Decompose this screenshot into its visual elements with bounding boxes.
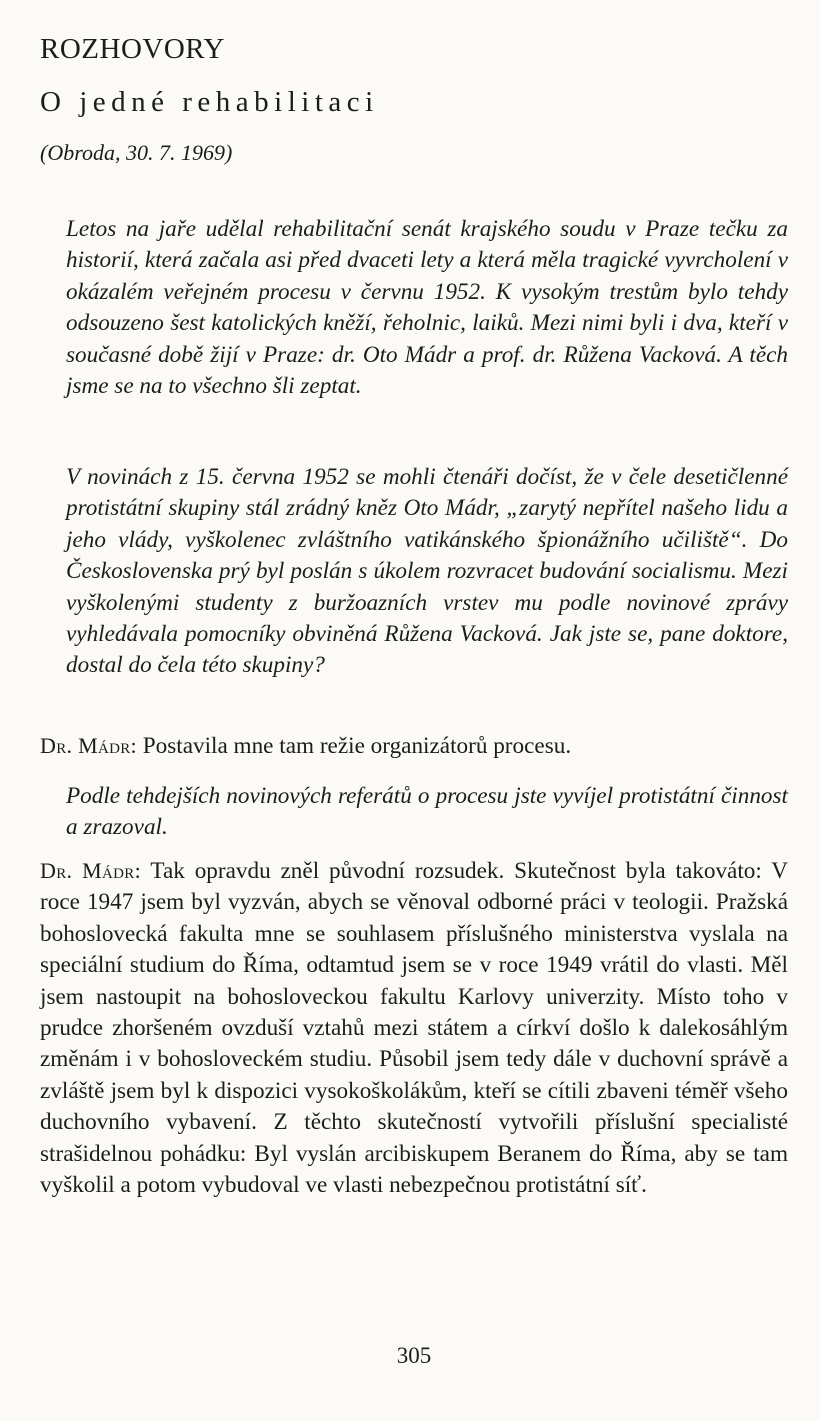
question-paragraph-3 — [40, 781, 788, 844]
answer-paragraph-1 — [40, 730, 788, 762]
question-text: V novinách z 15. června 1952 se mohli čtenáři dočíst, že v čele desetičlenné protistátní skupiny stál zrádný kněz Oto Mádr, „zarytý nepřítel našeho lidu a jeho vlády, vyškolenec zvláštního vatikánského špionážního učiliště“. Do Československa prý byl poslán s úkolem rozvracet budování socialismu. Mezi vyškolenými studenty z buržoazních vrstev mu podle novinové zprávy vyhledávala pomocníky obviněná Růžena Vacková. Jak jste se, pane doktore, dostal do čela této skupiny? — [66, 464, 788, 679]
question-paragraph-1 — [40, 214, 788, 402]
speaker-label: Dr. Mádr: — [40, 858, 141, 883]
answer-text: Tak opravdu zněl původní rozsudek. Skutečnost byla takováto: V roce 1947 jsem byl vyzván, abych se věnoval odborné práci v teologii. Pražská bohoslovecká fakulta mne se souhlasem příslušného ministerstva vyslala na speciální studium do Říma, odtamtud jsem se v roce 1949 vrátil do vlasti. Měl jsem nastoupit na bohosloveckou fakultu Karlovy univerzity. Místo toho v prudce zhoršeném ovzduší vztahů mezi státem a církví došlo k dalekosáhlým změnám i v bohosloveckém studiu. Působil jsem tedy dále v duchovní správě a zvláště jsem byl k dispozici vysokoškolákům, kteří se cítili zbaveni téměř všeho duchovního vybavení. Z těchto skutečností vytvořili příslušní specialisté strašidelnou pohádku: Byl vyslán arcibiskupem Beranem do Říma, aby se tam vyškolil a potom vybudoval ve vlasti nebezpečnou protistátní síť. — [40, 858, 788, 1199]
question-text: Podle tehdejších novinových referátů o procesu jste vyvíjel protistátní činnost a zrazoval. — [66, 783, 788, 841]
answer-paragraph-2 — [40, 855, 788, 1201]
question-text: Letos na jaře udělal rehabilitační senát krajského soudu v Praze tečku za historií, která začala asi před dvaceti lety a která měla tragické vyvrcholení v okázalém veřejném procesu v červnu 1952. K vysokým trestům bylo tehdy odsouzeno šest katolických kněží, řeholnic, laiků. Mezi nimi byli i dva, kteří v současné době žijí v Praze: dr. Oto Mádr a prof. dr. Růžena Vacková. A těch jsme se na to všechno šli zeptat. — [66, 216, 788, 400]
question-paragraph-2 — [40, 462, 788, 682]
answer-text: Postavila mne tam režie organizátorů procesu. — [142, 733, 572, 759]
article-title: O jedné rehabilitaci — [40, 86, 379, 118]
section-title: ROZHOVORY — [40, 33, 225, 65]
article-source: (Obroda, 30. 7. 1969) — [40, 140, 233, 165]
page-number: 305 — [396, 1343, 432, 1368]
speaker-label: Dr. Mádr: — [40, 733, 137, 758]
